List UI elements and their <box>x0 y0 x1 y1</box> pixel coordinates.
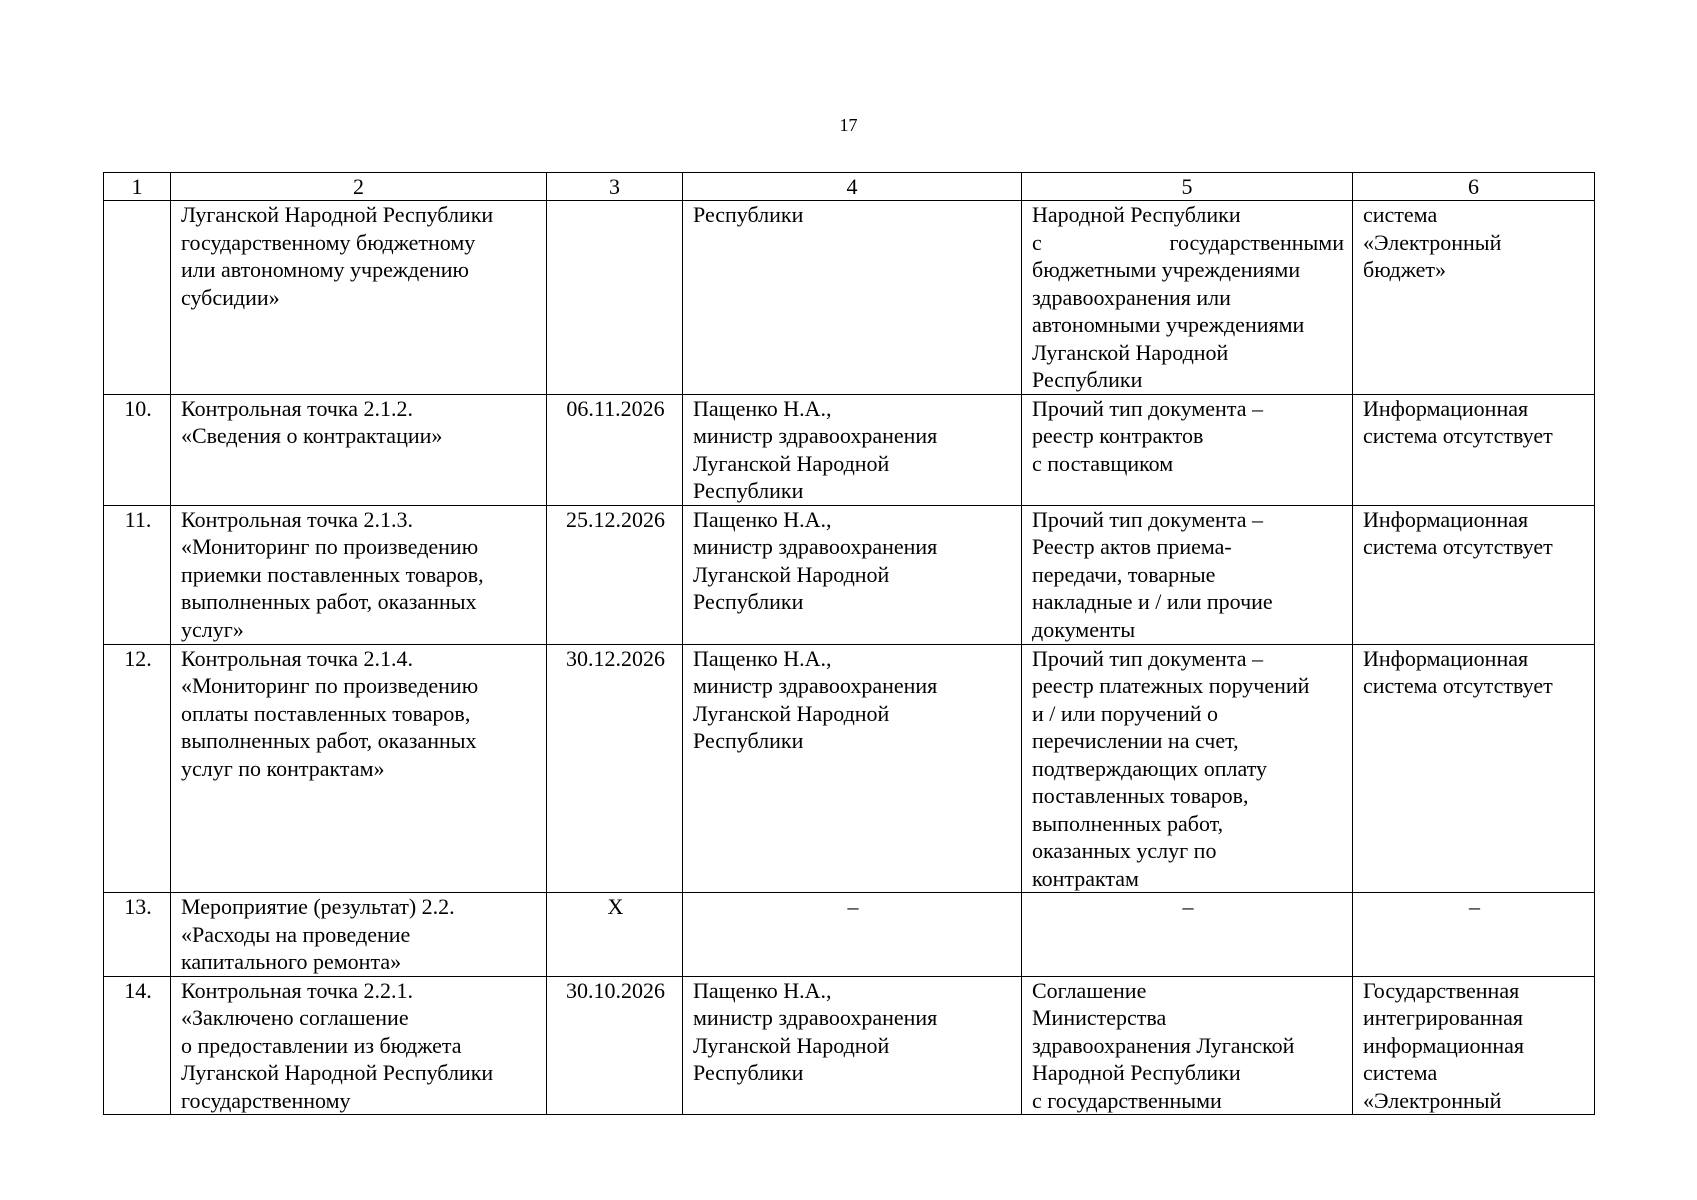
cell-line: Прочий тип документа – <box>1032 506 1263 532</box>
cell-line: Луганской Народной <box>693 561 890 587</box>
cell-line: автономными учреждениями <box>1032 312 1305 337</box>
cell-line: министр здравоохранения <box>693 423 938 448</box>
cell-line: «Мониторинг по произведению <box>181 673 479 698</box>
plan-table <box>103 172 1595 1115</box>
cell-line: Реестр актов приема- <box>1032 534 1232 559</box>
cell-date: X <box>547 893 683 977</box>
cell-line: Республики <box>693 478 804 503</box>
cell-line: Информационная <box>1363 645 1529 671</box>
cell-system <box>1353 644 1595 893</box>
cell-responsible <box>683 644 1022 893</box>
cell-line: – <box>847 894 859 919</box>
cell-document <box>1022 394 1353 505</box>
cell-line: «Сведения о контрактации» <box>181 423 443 448</box>
header-cell-5: 5 <box>1022 173 1353 201</box>
cell-event <box>171 893 547 977</box>
cell-line: и / или поручений о <box>1032 700 1219 726</box>
table-row <box>104 644 1595 893</box>
cell-line: «Расходы на проведение <box>181 921 411 947</box>
cell-line: министр здравоохранения <box>693 1005 938 1030</box>
header-cell-2: 2 <box>171 173 547 201</box>
cell-line: реестр платежных поручений <box>1032 673 1310 698</box>
cell-line: документы <box>1032 616 1136 642</box>
header-cell-4: 4 <box>683 173 1022 201</box>
header-cell-3: 3 <box>547 173 683 201</box>
cell-line: подтверждающих оплату <box>1032 755 1268 781</box>
cell-line: Народной Республики <box>1032 202 1241 227</box>
cell-line: оказанных услуг по <box>1032 838 1217 863</box>
cell-line: капитального ремонта» <box>181 949 402 974</box>
cell-line: интегрированная <box>1363 1005 1524 1030</box>
cell-event <box>171 976 547 1115</box>
cell-line: услуг по контрактам» <box>181 755 385 781</box>
cell-line: Мероприятие (результат) 2.2. <box>181 894 455 919</box>
cell-line: Пащенко Н.А., <box>693 395 832 421</box>
table-row <box>104 505 1595 644</box>
cell-responsible <box>683 893 1022 977</box>
cell-number: 14. <box>104 976 171 1115</box>
cell-line: или автономному учреждению <box>181 257 469 282</box>
cell-number: 13. <box>104 893 171 977</box>
cell-line: Луганской Народной <box>693 1032 890 1058</box>
cell-line: Информационная <box>1363 395 1529 421</box>
cell-system <box>1353 505 1595 644</box>
cell-line: здравоохранения Луганской <box>1032 1032 1295 1058</box>
cell-line: государственному <box>181 1087 351 1113</box>
cell-responsible <box>683 394 1022 505</box>
cell-line: Государственная <box>1363 977 1520 1003</box>
cell-line: накладные и / или прочие <box>1032 589 1273 614</box>
cell-number: 12. <box>104 644 171 893</box>
cell-line: Пащенко Н.А., <box>693 506 832 532</box>
cell-line: Луганской Народной <box>693 700 890 726</box>
cell-line: Контрольная точка 2.2.1. <box>181 977 414 1003</box>
header-cell-6: 6 <box>1353 173 1595 201</box>
cell-line: Луганской Народной Республики <box>181 202 494 227</box>
cell-responsible <box>683 201 1022 395</box>
cell-line: выполненных работ, оказанных <box>181 589 477 614</box>
cell-line: бюджет» <box>1363 257 1446 282</box>
cell-event <box>171 505 547 644</box>
cell-line: Прочий тип документа – <box>1032 395 1263 421</box>
cell-line: Контрольная точка 2.1.2. <box>181 395 414 421</box>
cell-line: с государственными <box>1032 1087 1222 1113</box>
cell-line: перечислении на счет, <box>1032 728 1239 753</box>
cell-line: с государственными <box>1032 229 1344 255</box>
cell-line: бюджетными учреждениями <box>1032 257 1301 282</box>
cell-line: – <box>1182 894 1194 919</box>
cell-date: 06.11.2026 <box>547 394 683 505</box>
cell-line: система <box>1363 1060 1438 1085</box>
cell-date: 25.12.2026 <box>547 505 683 644</box>
cell-date: 30.10.2026 <box>547 976 683 1115</box>
cell-line: министр здравоохранения <box>693 673 938 698</box>
cell-system <box>1353 201 1595 395</box>
cell-line: Соглашение <box>1032 977 1147 1003</box>
cell-line: услуг» <box>181 616 244 642</box>
cell-line: информационная <box>1363 1032 1524 1058</box>
table-row <box>104 201 1595 395</box>
cell-line: система отсутствует <box>1363 534 1553 559</box>
cell-document <box>1022 505 1353 644</box>
table-row <box>104 893 1595 977</box>
cell-line: Луганской Народной Республики <box>181 1060 494 1085</box>
cell-line: Народной Республики <box>1032 1060 1241 1085</box>
cell-line: Луганской Народной <box>693 450 890 476</box>
cell-line: передачи, товарные <box>1032 561 1216 587</box>
cell-line: Республики <box>693 728 804 753</box>
table-header-row <box>104 173 1595 201</box>
cell-line: контрактам <box>1032 865 1139 891</box>
cell-document <box>1022 893 1353 977</box>
cell-line: Министерства <box>1032 1005 1167 1030</box>
cell-line: Республики <box>693 202 804 227</box>
cell-line: министр здравоохранения <box>693 534 938 559</box>
cell-event <box>171 201 547 395</box>
cell-line: оплаты поставленных товаров, <box>181 700 471 726</box>
cell-line: Пащенко Н.А., <box>693 645 832 671</box>
cell-line: «Заключено соглашение <box>181 1005 409 1030</box>
cell-line: Республики <box>693 1060 804 1085</box>
cell-number: 10. <box>104 394 171 505</box>
cell-line: здравоохранения или <box>1032 284 1231 310</box>
cell-line: Республики <box>693 589 804 614</box>
cell-line: Пащенко Н.А., <box>693 977 832 1003</box>
cell-responsible <box>683 505 1022 644</box>
cell-line: Контрольная точка 2.1.4. <box>181 645 414 671</box>
cell-line: «Электронный <box>1363 1087 1502 1113</box>
cell-event <box>171 644 547 893</box>
cell-line: государственному бюджетному <box>181 229 476 255</box>
cell-line: о предоставлении из бюджета <box>181 1032 462 1058</box>
cell-line: «Мониторинг по произведению <box>181 534 479 559</box>
cell-number: 11. <box>104 505 171 644</box>
cell-line: с поставщиком <box>1032 450 1174 476</box>
cell-line: реестр контрактов <box>1032 423 1204 448</box>
cell-document <box>1022 976 1353 1115</box>
cell-line: система отсутствует <box>1363 673 1553 698</box>
cell-line: Контрольная точка 2.1.3. <box>181 506 414 532</box>
cell-responsible <box>683 976 1022 1115</box>
cell-line: Информационная <box>1363 506 1529 532</box>
cell-line: система <box>1363 202 1438 227</box>
cell-line: Республики <box>1032 367 1143 392</box>
header-cell-1: 1 <box>104 173 171 201</box>
cell-line: выполненных работ, оказанных <box>181 728 477 753</box>
table-row <box>104 976 1595 1115</box>
cell-line: выполненных работ, <box>1032 810 1224 836</box>
page-number: 17 <box>839 115 858 135</box>
cell-line: система отсутствует <box>1363 423 1553 448</box>
cell-line: «Электронный <box>1363 229 1502 255</box>
table-row <box>104 394 1595 505</box>
cell-date <box>547 201 683 395</box>
cell-line: субсидии» <box>181 284 280 310</box>
cell-system <box>1353 893 1595 977</box>
cell-system <box>1353 976 1595 1115</box>
cell-number <box>104 201 171 395</box>
cell-system <box>1353 394 1595 505</box>
cell-line: Прочий тип документа – <box>1032 645 1263 671</box>
cell-line: – <box>1469 894 1480 919</box>
cell-document <box>1022 644 1353 893</box>
cell-document <box>1022 201 1353 395</box>
cell-line: поставленных товаров, <box>1032 783 1249 808</box>
cell-date: 30.12.2026 <box>547 644 683 893</box>
cell-line: Луганской Народной <box>1032 339 1229 365</box>
cell-line: приемки поставленных товаров, <box>181 561 484 587</box>
cell-event <box>171 394 547 505</box>
